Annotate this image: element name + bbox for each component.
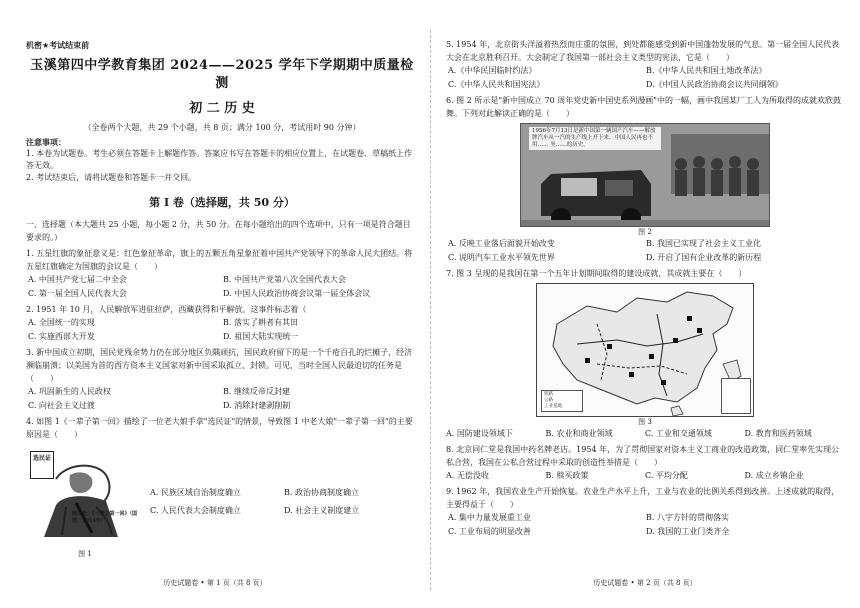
question-4: 4. 如图 1《一辈子第一回》描绘了一位老大娘手拿"选民证"的情景，导致图 1 中老大娘"一辈子第一回"的主要原因是（ ）	[26, 417, 413, 439]
artwork-caption: 杨之光：《一辈子第一回》（国画，1954年）	[72, 511, 138, 524]
figure-1	[26, 445, 144, 559]
option-a: A. 民族区域自治制度确立	[150, 488, 241, 497]
question-2-options	[26, 316, 418, 344]
question-9: 9. 1962 年，我国农业生产开始恢复。农业生产水平上升，工业与农业的比例关系得到改善。上述成就的取得，主要得益于（ ）	[446, 487, 840, 509]
exam-subject: 初 二 历 史	[189, 101, 255, 116]
option-b: B. 政治协商制度确立	[284, 488, 359, 497]
option-d: D. 开启了国有企业改革的新历程	[646, 253, 762, 262]
figure-3-map	[536, 283, 754, 417]
question-6-options	[446, 237, 844, 265]
option-c: C. 平均分配	[645, 471, 688, 480]
option-d: D. 消除封建剥削制	[223, 401, 291, 410]
figure-1-label: 图 1	[78, 550, 92, 558]
map-legend	[541, 390, 583, 412]
voter-card: 选民证	[30, 451, 54, 479]
legend-railway: 铁路	[544, 392, 553, 397]
option-a: A. 反映工业落后面貌开始改变	[448, 239, 555, 248]
option-c: C. 实施西部大开发	[28, 332, 95, 341]
option-c: C.《中华人民共和国宪法》	[448, 80, 545, 89]
notes-title: 注意事项：	[26, 137, 66, 147]
question-6: 6. 图 2 所示是"新中国成立 70 周年党史新中国史系列漫画"中的一幅，画中我国某厂工人为所取得的成就欢欣鼓舞。下列对此解读正确的是（ ）	[446, 96, 841, 118]
exam-title: 玉溪第四中学教育集团 2024——2025 学年下学期期中质量检测	[30, 58, 414, 91]
legend-highway: 公路	[544, 398, 553, 403]
option-d: D. 我国的工业门类齐全	[646, 527, 730, 536]
option-a: A. 全国统一的实现	[28, 318, 95, 327]
question-4-options	[144, 484, 418, 520]
option-c: C. 人民代表大会制度确立	[150, 506, 241, 515]
figure-1-drawing	[26, 445, 144, 549]
section-heading: 第 Ⅰ 卷（选择题，共 50 分）	[149, 196, 295, 209]
option-b: B. 八字方针的贯彻落实	[646, 513, 729, 522]
question-9-options	[446, 511, 844, 539]
option-c: C. 工业布局的明显改善	[448, 527, 531, 536]
question-1-options	[26, 273, 418, 301]
option-a: A. 巩固新生的人民政权	[28, 387, 111, 396]
question-5-options	[446, 64, 844, 92]
option-a: A. 国防建设领域下	[446, 429, 513, 438]
option-d: D. 祖国大陆实现统一	[223, 332, 299, 341]
option-c: C. 第一届全国人民代表大会	[28, 289, 127, 298]
option-a: A. 无偿没收	[446, 471, 489, 480]
question-8-options	[446, 469, 844, 483]
option-d: D. 中国人民政治协商会议第一届全体会议	[223, 289, 371, 298]
option-d: D. 社会主义制度建立	[284, 506, 360, 515]
option-b: B.《中华人民共和国土地改革法》	[646, 66, 767, 75]
option-c: C. 工业和交通领域	[645, 429, 712, 438]
option-a: A. 集中力量发展重工业	[448, 513, 531, 522]
option-c: C. 向社会主义过渡	[28, 401, 95, 410]
option-b: B. 我国已实现了社会主义工业化	[646, 239, 761, 248]
option-b: B. 中国共产党第八次全国代表大会	[223, 275, 346, 284]
note-item: 1. 本卷为试题卷。考生必须在答题卡上解题作答。答案应书写在答题卡的相应位置上，在试题卷、草稿纸上作答无效。	[26, 149, 413, 170]
exam-page-2	[430, 0, 860, 608]
option-b: B. 落实了耕者有其田	[223, 318, 298, 327]
figure-3-label: 图 3	[638, 418, 652, 426]
question-7: 7. 图 3 呈现的是我国在第一个五年计划期间取得的建设成就，其成就主要在（ ）	[446, 269, 747, 278]
question-2: 2. 1951 年 10 月，人民解放军进驻拉萨，西藏获得和平解放。这事件标志着（	[26, 305, 307, 314]
legend-industrial-base: 工业基地	[544, 404, 562, 409]
page-footer: 历史试题卷 • 第 2 页（共 8 页）	[593, 579, 697, 587]
option-b: B. 赎买政策	[545, 471, 589, 480]
option-b: B. 农业和商业领域	[545, 429, 613, 438]
figure-2-photo	[520, 123, 770, 227]
option-d: D. 教育和医药领域	[744, 429, 812, 438]
question-1: 1. 五星红旗的象征意义是：红色象征革命，旗上的五颗五角星象征着中国共产党领导下的革命人民大团结。将五星红旗确定为国旗的会议是（ ）	[26, 249, 413, 271]
note-item: 2. 考试结束后，请将试题卷和答题卡一并交回。	[26, 173, 197, 182]
figure-2-caption-box: 1956年7月13日是新中国第一辆国产汽车——解放牌汽车从一汽的生产线上开下来，中国人民再也不用…… 坐……的历史。	[529, 127, 661, 150]
question-7-options	[446, 427, 844, 441]
option-d: D. 成立乡镇企业	[744, 471, 804, 480]
figure-2-label: 图 2	[638, 228, 652, 236]
option-b: B. 继续反帝反封建	[223, 387, 290, 396]
question-8: 8. 北京同仁堂是我国中药名牌老店。1954 年，为了贯彻国家对资本主义工商业的改造政策，同仁堂率先实现公私合营，我国在公私合营过程中采取的创造性举措是（ ）	[446, 445, 840, 467]
page-footer: 历史试题卷 • 第 1 页（共 8 页）	[163, 579, 267, 587]
option-a: A.《中华民国临时约法》	[448, 66, 537, 75]
option-a: A. 中国共产党七届二中全会	[28, 275, 127, 284]
confidential-mark: 机密★考试结束前	[26, 41, 90, 50]
question-4-figure-row	[26, 445, 418, 559]
exam-meta: （全卷两个大题，共 29 个小题，共 8 页；满分 100 分，考试用时 90 分钟）	[83, 123, 361, 132]
option-d: D.《中国人民政治协商会议共同纲领》	[646, 80, 783, 89]
option-c: C. 说明汽车工业水平领先世界	[448, 253, 555, 262]
section-instruction: 一、选择题（本大题共 25 小题，每小题 2 分，共 50 分。在每小题给出的四个选项中，只有一项是符合题目要求的。）	[26, 220, 411, 242]
question-3: 3. 新中国成立初期，国民党残余势力仍在部分地区负隅顽抗，国民政府留下的是一个千疮百孔的烂摊子，经济濒临崩溃；以美国为首的西方资本主义国家对新中国采取孤立、封锁。可见，当时全国人民最迫切的任务是（ ）	[26, 348, 413, 383]
south-china-sea-inset	[721, 378, 751, 414]
question-5: 5. 1954 年，北京街头洋溢着热烈而庄重的氛围，到处都能感受到新中国蓬勃发展的气息。第一届全国人民代表大会在北京胜利召开。大会制定了我国第一部社会主义类型的宪法，它是（ ）	[446, 40, 840, 62]
question-3-options	[26, 385, 418, 413]
